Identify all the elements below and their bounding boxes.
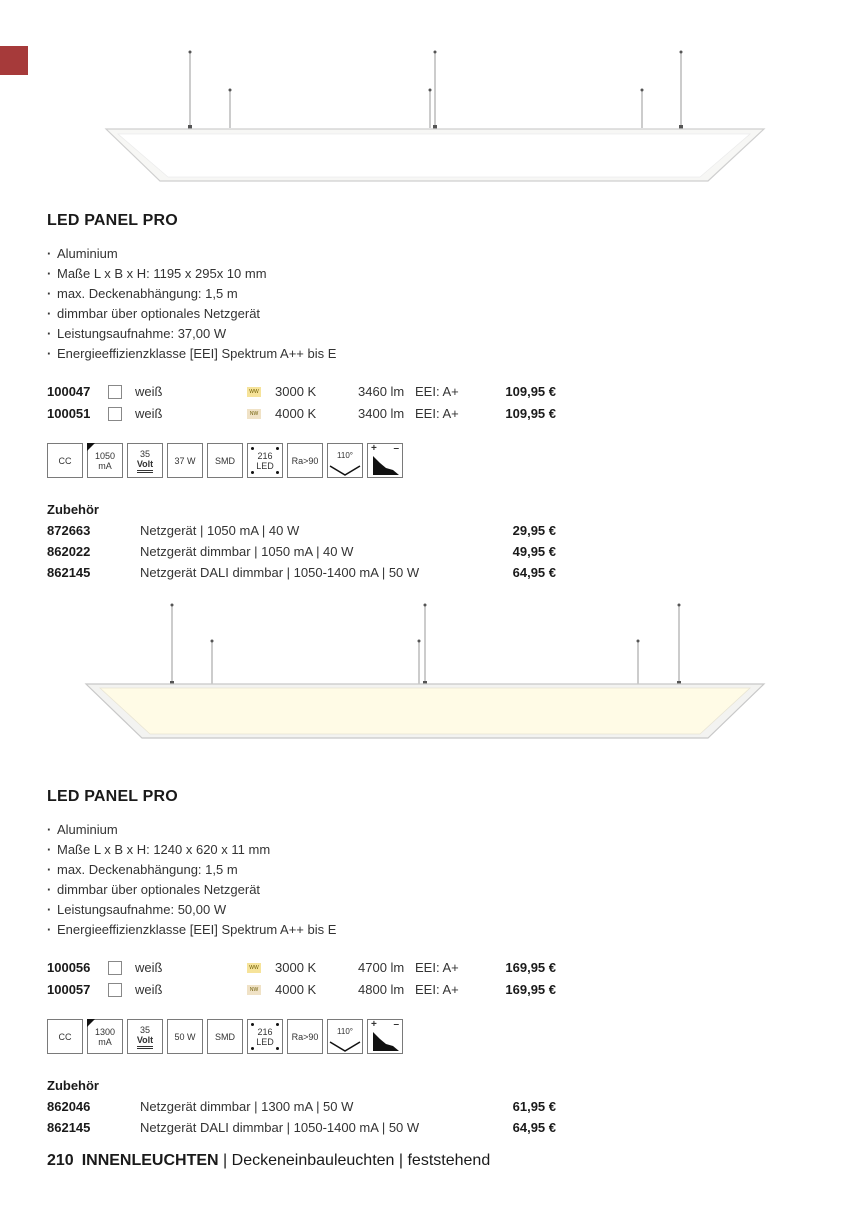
- product-image-panel-small: [0, 40, 850, 190]
- feature-item: · Energieeffizienzklasse [EEI] Spektrum A++ bis E: [47, 920, 567, 940]
- product-section-2: [47, 788, 567, 1138]
- voltage-icon: 35 Volt: [127, 1019, 163, 1054]
- article-number: 862022: [47, 544, 91, 559]
- accessory-row: [47, 1117, 567, 1138]
- variant-row: [47, 979, 567, 1001]
- neutral-white-badge-icon: NW: [247, 409, 261, 419]
- page-footer: [47, 1152, 490, 1170]
- warm-white-badge-icon: WW: [247, 963, 261, 973]
- variant-table: [47, 957, 567, 1001]
- price: 61,95 €: [512, 1099, 556, 1114]
- luminous-flux: 4700 lm: [358, 960, 405, 975]
- variant-row: [47, 381, 567, 403]
- accessory-description: Netzgerät | 1050 mA | 40 W: [140, 523, 300, 538]
- feature-item: · dimmbar über optionales Netzgerät: [47, 880, 567, 900]
- product-section-1: [47, 212, 567, 583]
- product-title: LED PANEL PRO: [47, 212, 178, 229]
- footer-subcategory: feststehend: [407, 1152, 491, 1169]
- energy-class: EEI: A+: [415, 960, 459, 975]
- variant-color: weiß: [135, 960, 163, 975]
- led-count-icon: 216 LED: [247, 443, 283, 478]
- luminous-flux: 3460 lm: [358, 384, 405, 399]
- beam-angle-icon: 110°: [327, 1019, 363, 1054]
- variant-color: weiß: [135, 982, 163, 997]
- luminous-flux: 4800 lm: [358, 982, 405, 997]
- article-number: 100056: [47, 960, 91, 975]
- constant-current-icon: CC: [47, 1019, 83, 1054]
- warm-white-badge-icon: WW: [247, 387, 261, 397]
- article-number: 862145: [47, 565, 91, 580]
- dimmable-icon: + –: [367, 1019, 403, 1054]
- energy-class: EEI: A+: [415, 384, 459, 399]
- accessories-list: [47, 520, 567, 583]
- voltage-icon: 35 Volt: [127, 443, 163, 478]
- led-count-icon: 216 LED: [247, 1019, 283, 1054]
- spec-icon-row: [47, 1019, 567, 1054]
- color-temperature: 4000 K: [275, 982, 317, 997]
- feature-item: · Leistungsaufnahme: 37,00 W: [47, 324, 567, 344]
- current-icon: 1050 mA: [87, 443, 123, 478]
- accessories-list: [47, 1096, 567, 1138]
- feature-item: · max. Deckenabhängung: 1,5 m: [47, 284, 567, 304]
- variant-row: [47, 957, 567, 979]
- feature-list: [47, 820, 567, 940]
- smd-icon: SMD: [207, 1019, 243, 1054]
- cri-icon: Ra>90: [287, 1019, 323, 1054]
- feature-item: · Aluminium: [47, 820, 567, 840]
- smd-icon: SMD: [207, 443, 243, 478]
- variant-color: weiß: [135, 384, 163, 399]
- feature-item: · Maße L x B x H: 1240 x 620 x 11 mm: [47, 840, 567, 860]
- price: 64,95 €: [512, 565, 556, 580]
- price: 64,95 €: [512, 1120, 556, 1135]
- order-checkbox[interactable]: [108, 385, 122, 399]
- feature-item: · Aluminium: [47, 244, 567, 264]
- energy-class: EEI: A+: [415, 982, 459, 997]
- price: 109,95 €: [505, 406, 556, 421]
- accessory-description: Netzgerät DALI dimmbar | 1050-1400 mA | 50 W: [140, 565, 420, 580]
- footer-separator: |: [394, 1152, 408, 1169]
- variant-color: weiß: [135, 406, 163, 421]
- footer-separator: |: [218, 1152, 232, 1169]
- article-number: 100051: [47, 406, 91, 421]
- beam-angle-icon: 110°: [327, 443, 363, 478]
- price: 29,95 €: [512, 523, 556, 538]
- constant-current-icon: CC: [47, 443, 83, 478]
- accessory-row: [47, 520, 567, 541]
- footer-subcategory: Deckeneinbauleuchten: [231, 1152, 395, 1169]
- feature-item: · Energieeffizienzklasse [EEI] Spektrum A++ bis E: [47, 344, 567, 364]
- article-number: 862046: [47, 1099, 91, 1114]
- footer-category: INNENLEUCHTEN: [81, 1152, 219, 1169]
- accessory-row: [47, 541, 567, 562]
- order-checkbox[interactable]: [108, 407, 122, 421]
- feature-item: · max. Deckenabhängung: 1,5 m: [47, 860, 567, 880]
- price: 169,95 €: [505, 982, 556, 997]
- spec-icon-row: [47, 443, 567, 478]
- color-temperature: 4000 K: [275, 406, 317, 421]
- price: 109,95 €: [505, 384, 556, 399]
- color-temperature: 3000 K: [275, 960, 317, 975]
- price: 169,95 €: [505, 960, 556, 975]
- dimmable-icon: + –: [367, 443, 403, 478]
- cri-icon: Ra>90: [287, 443, 323, 478]
- accessory-row: [47, 562, 567, 583]
- color-temperature: 3000 K: [275, 384, 317, 399]
- article-number: 872663: [47, 523, 91, 538]
- feature-item: · Maße L x B x H: 1195 x 295x 10 mm: [47, 264, 567, 284]
- wattage-icon: 50 W: [167, 1019, 203, 1054]
- feature-item: · dimmbar über optionales Netzgerät: [47, 304, 567, 324]
- feature-list: [47, 244, 567, 364]
- order-checkbox[interactable]: [108, 961, 122, 975]
- feature-item: · Leistungsaufnahme: 50,00 W: [47, 900, 567, 920]
- article-number: 100057: [47, 982, 91, 997]
- current-icon: 1300 mA: [87, 1019, 123, 1054]
- accessory-description: Netzgerät dimmbar | 1300 mA | 50 W: [140, 1099, 354, 1114]
- order-checkbox[interactable]: [108, 983, 122, 997]
- accessory-description: Netzgerät dimmbar | 1050 mA | 40 W: [140, 544, 354, 559]
- accessory-description: Netzgerät DALI dimmbar | 1050-1400 mA | 50 W: [140, 1120, 420, 1135]
- price: 49,95 €: [512, 544, 556, 559]
- wattage-icon: 37 W: [167, 443, 203, 478]
- accessories-heading: Zubehör: [47, 502, 99, 517]
- product-title: LED PANEL PRO: [47, 788, 178, 805]
- accessory-row: [47, 1096, 567, 1117]
- luminous-flux: 3400 lm: [358, 406, 405, 421]
- variant-table: [47, 381, 567, 425]
- accessories-heading: Zubehör: [47, 1078, 99, 1093]
- neutral-white-badge-icon: NW: [247, 985, 261, 995]
- article-number: 100047: [47, 384, 91, 399]
- energy-class: EEI: A+: [415, 406, 459, 421]
- article-number: 862145: [47, 1120, 91, 1135]
- page-number: 210: [47, 1152, 74, 1169]
- variant-row: [47, 403, 567, 425]
- product-image-panel-large: [0, 596, 850, 746]
